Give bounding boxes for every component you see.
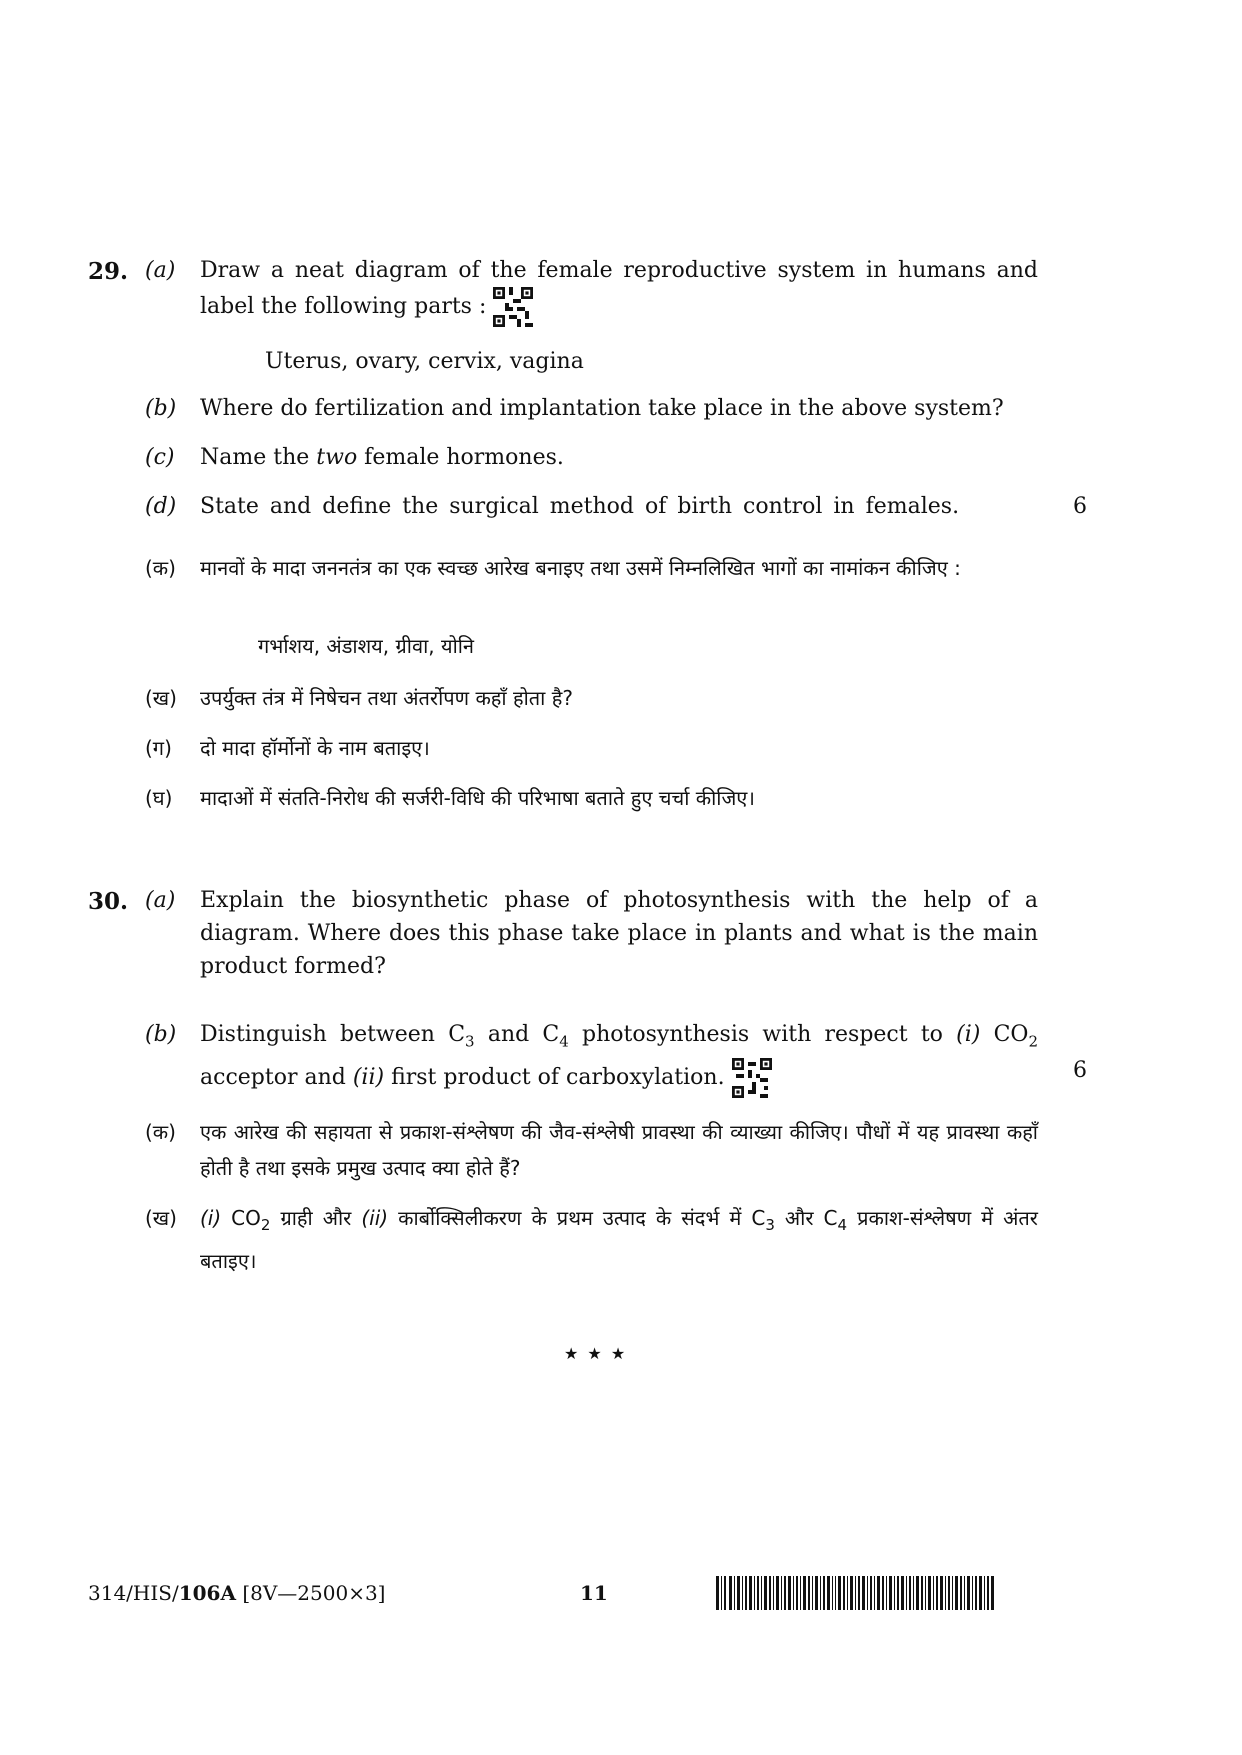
question-30-ka-text: एक आरेख की सहायता से प्रकाश-संश्लेषण की जैव-संश्लेषी प्रावस्था की व्याख्या कीजिए। पौधों में यह प्रावस्था कहाँ होती है तथा इसके प्रमुख उत्पाद क्या होते हैं?: [200, 1120, 1038, 1180]
question-29a-parts-list: Uterus, ovary, cervix, vagina: [265, 349, 584, 374]
subscript: 4: [559, 1032, 569, 1051]
question-29c-text: [200, 445, 564, 470]
subscript: 4: [837, 1216, 848, 1234]
question-29-kha-text: उपर्युक्त तंत्र में निषेचन तथा अंतर्रोपण कहाँ होता है?: [200, 686, 573, 710]
part-label-29-ka: (क): [145, 556, 176, 580]
question-29-gha-text: मादाओं में संतति-निरोध की सर्जरी-विधि की परिभाषा बताते हुए चर्चा कीजिए।: [200, 786, 755, 810]
paper-code: [88, 1581, 385, 1605]
text-fragment: CO: [221, 1206, 261, 1230]
text-fragment: Distinguish between C: [200, 1022, 466, 1047]
text-fragment: acceptor and: [200, 1065, 353, 1091]
part-label-29-kha: (ख): [145, 686, 177, 710]
qr-code-icon: [493, 287, 533, 327]
question-29-ka-parts-list: गर्भाशय, अंडाशय, ग्रीवा, योनि: [258, 634, 475, 658]
emphasis: two: [316, 445, 358, 470]
part-label-29c: (c): [145, 445, 175, 470]
question-29a-body: Draw a neat diagram of the female reproductive system in humans and label the following parts :: [200, 258, 1038, 319]
question-30a-text: Explain the biosynthetic phase of photosynthesis with the help of a diagram. Where does this phase take place in plants and what is the main product formed?: [200, 888, 1038, 979]
question-number-30: 30.: [88, 888, 129, 915]
roman-numeral: (i): [956, 1022, 981, 1047]
text-fragment: photosynthesis with respect to: [568, 1022, 957, 1047]
question-29-ka-text: मानवों के मादा जननतंत्र का एक स्वच्छ आरेख बनाइए तथा उसमें निम्नलिखित भागों का नामांकन कीजिए :: [200, 556, 961, 580]
text-fragment: CO: [980, 1022, 1029, 1047]
paper-code-bold: 106A: [178, 1581, 236, 1605]
part-label-30-ka: (क): [145, 1120, 176, 1144]
text-fragment: और C: [774, 1206, 838, 1230]
part-label-29a: (a): [145, 258, 176, 283]
marks-30: 6: [1073, 1058, 1087, 1083]
subscript: 3: [765, 1216, 775, 1234]
end-of-questions-mark: ★ ★ ★: [564, 1344, 628, 1363]
page-number: 11: [580, 1581, 608, 1605]
text-fragment: Name the: [200, 445, 317, 470]
text-fragment: प्रकाश-संश्लेषण में अंतर बताइए।: [200, 1206, 1038, 1273]
text-fragment: ग्राही और: [270, 1206, 362, 1230]
part-label-30b: (b): [145, 1022, 177, 1047]
part-label-29-ga: (ग): [145, 736, 172, 760]
question-30b-text: [200, 1018, 1038, 1098]
text-fragment: first product of carboxylation.: [384, 1065, 725, 1091]
text-fragment: female hormones.: [357, 445, 564, 470]
question-number-29: 29.: [88, 258, 129, 285]
question-30-kha-text: [200, 1200, 1038, 1279]
paper-code-suffix: [8V—2500×3]: [235, 1581, 386, 1605]
question-29d-text: State and define the surgical method of birth control in females.: [200, 494, 960, 519]
roman-numeral: (i): [200, 1206, 222, 1230]
paper-code-prefix: 314/HIS/: [88, 1581, 179, 1605]
part-label-30a: (a): [145, 888, 176, 913]
part-label-29b: (b): [145, 396, 177, 421]
part-label-30-kha: (ख): [145, 1206, 177, 1230]
roman-numeral: (ii): [352, 1065, 385, 1091]
question-29b-text: Where do fertilization and implantation take place in the above system?: [200, 396, 1004, 421]
qr-code-icon: [732, 1058, 772, 1098]
subscript: 3: [465, 1032, 475, 1051]
roman-numeral: (ii): [361, 1206, 389, 1230]
subscript: 2: [260, 1216, 271, 1234]
subscript: 2: [1028, 1032, 1039, 1051]
question-29a-text: [200, 254, 1038, 327]
marks-29: 6: [1073, 494, 1087, 519]
part-label-29-gha: (घ): [145, 786, 173, 810]
part-label-29d: (d): [145, 494, 177, 519]
barcode-icon: [716, 1576, 996, 1616]
question-29-ga-text: दो मादा हॉर्मोनों के नाम बताइए।: [200, 736, 430, 760]
text-fragment: and C: [474, 1022, 560, 1047]
text-fragment: कार्बोक्सिलीकरण के प्रथम उत्पाद के संदर्भ में C: [388, 1206, 766, 1230]
